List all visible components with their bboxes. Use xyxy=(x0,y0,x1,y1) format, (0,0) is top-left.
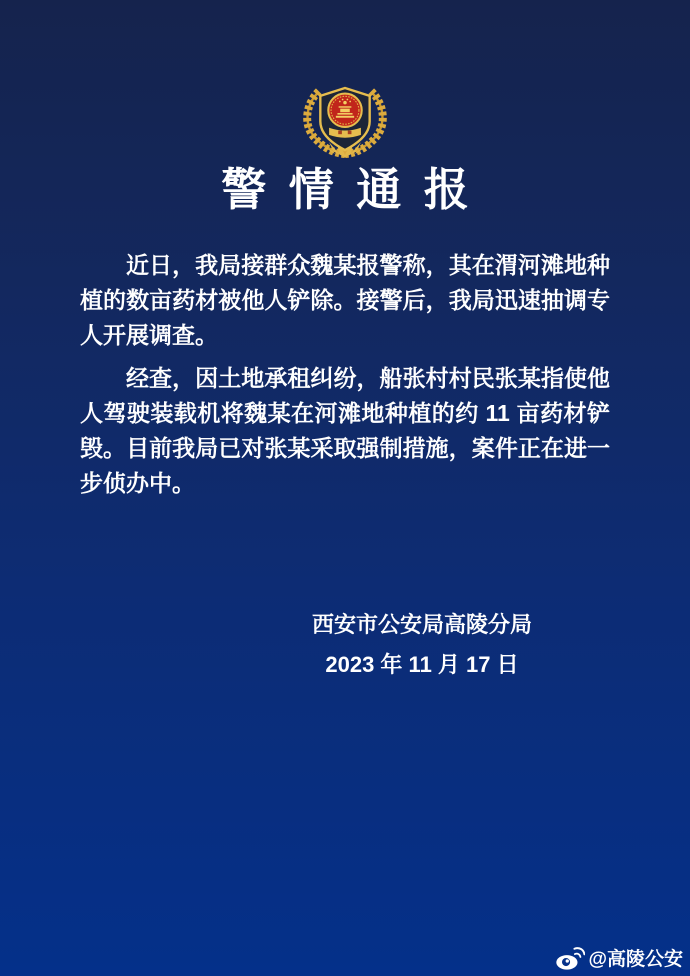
issuing-authority: 西安市公安局高陵分局 xyxy=(311,611,532,637)
weibo-icon xyxy=(555,945,585,971)
china-police-badge-icon xyxy=(297,80,393,158)
weibo-watermark xyxy=(555,944,683,971)
issue-date: 2023 年 11 月 17 日 xyxy=(325,651,519,677)
notice-paragraph-2: 经查，因土地承租纠纷，船张村村民张某指使他人驾驶装载机将魏某在河滩地种植的约 11 亩药材铲毁。目前我局已对张某采取强制措施，案件正在进一步侦办中。 xyxy=(80,364,610,496)
weibo-handle: @高陵公安 xyxy=(588,949,683,970)
signature-block xyxy=(312,605,532,685)
notice-paragraph-1: 近日，我局接群众魏某报警称，其在渭河滩地种植的数亩药材被他人铲除。接警后，我局迅速抽调专人开展调查。 xyxy=(80,251,610,348)
notice-body xyxy=(80,248,610,501)
notice-title: 警情通报 xyxy=(221,164,492,215)
